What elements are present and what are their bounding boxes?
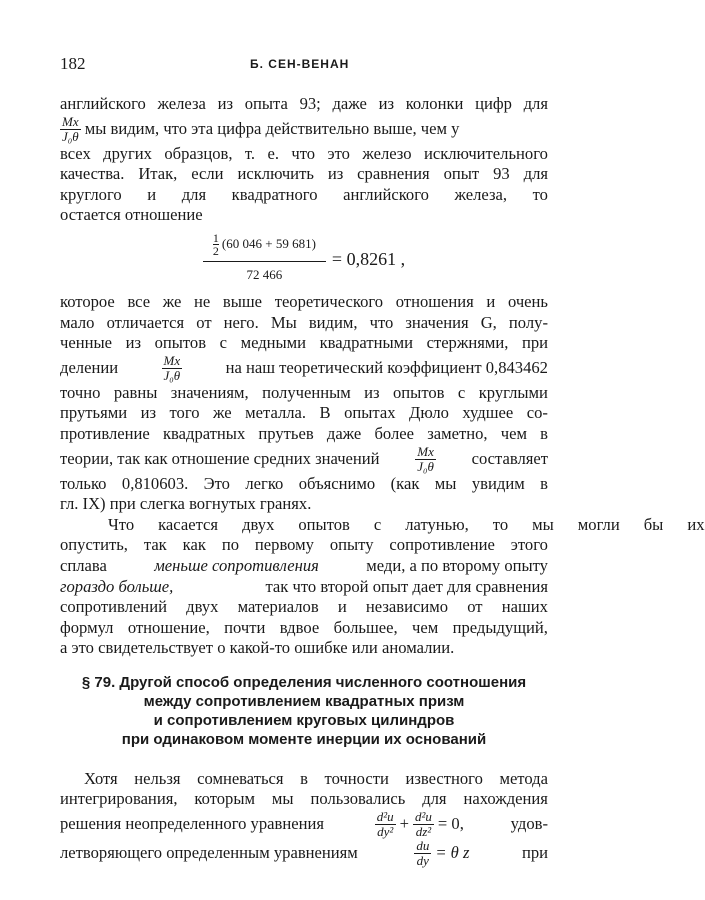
paragraph-2 — [60, 292, 548, 515]
text-line: Что касается двух опытов с латунью, то мы могли бы их — [108, 514, 705, 534]
text-line: сплава меньше сопротивления меди, а по второму опыту — [60, 555, 548, 575]
fraction-mx-j0theta: $\frac{Mx}{\text{J₀θ}}$ — [62, 113, 79, 144]
text-line: гл. IX) при слегка вогнутых гранях. — [60, 494, 312, 514]
text-line: $\frac{Mx}{\text{J₀θ}}$ мы видим, что эта цифра действительно выше, чем у — [62, 113, 460, 144]
fraction-d2u-dy2: $\frac{\text{d²u}}{\text{dy²}}$ — [376, 808, 394, 839]
paragraph-4 — [60, 769, 548, 868]
text-line: а это свидетельствует о какой-то ошибке или аномалии. — [60, 638, 455, 658]
text-line: летворяющего определенным уравнениям $\frac{du}{dy}$ = θ z при — [60, 837, 548, 868]
text-line: мало отличается от него. Мы видим, что значения G, полу- — [60, 312, 548, 332]
text-line: противление квадратных прутьев даже более заметно, чем в — [60, 423, 548, 443]
text-line: точно равны значениям, полученным из опытов с круглыми — [60, 382, 548, 402]
paragraph-3 — [60, 514, 705, 659]
text-line: только 0,810603. Это легко объяснимо (как мы увидим в — [60, 473, 548, 493]
section-heading: § 79. Другой способ определения численного соотношения между сопротивлением квадратных призм и сопротивлением круговых цилиндров при одинаковом моменте инерции их оснований — [81, 673, 527, 748]
text-line: английского железа из опыта 93; даже из колонки цифр для — [60, 94, 548, 113]
fraction-du-dy: $\frac{du}{dy}$ — [416, 837, 430, 868]
fraction-mx-j0theta: $\frac{Mx}{\text{J₀θ}}$ — [163, 352, 181, 383]
page-body — [60, 94, 705, 868]
page-number: 182 — [60, 54, 86, 73]
text-line: круглого и для квадратного английского железа, то — [60, 184, 548, 204]
text-line: опустить, так как по первому опыту сопротивление этого — [60, 535, 548, 555]
text-line: интегрирования, которым мы пользовались для нахождения — [60, 789, 548, 809]
text-line: делении $\frac{Mx}{\text{J₀θ}}$ на наш теоретический коэффициент 0,843462 — [60, 352, 548, 383]
paragraph-1 — [60, 94, 548, 226]
text-line: ченные из опытов с медными квадратными стержнями, при — [60, 333, 548, 353]
fraction-mx-j0theta: $\frac{Mx}{\text{J₀θ}}$ — [417, 443, 434, 474]
text-line: всех других образцов, т. е. что это железо исключительного — [60, 143, 548, 163]
text-line: гораздо больше, так что второй опыт дает для сравнения — [60, 576, 548, 596]
text-line: теории, так как отношение средних значений $\frac{Mx}{\text{J₀θ}}$ составляет — [60, 443, 548, 474]
text-line: Хотя нельзя сомневаться в точности известного метода — [84, 768, 548, 788]
text-line: остается отношение — [60, 205, 203, 225]
text-line: прутьями из того же металла. В опытах Дюло худшее со- — [60, 403, 548, 423]
running-title: Б. СЕН-ВЕНАН — [250, 57, 350, 71]
text-line: качества. Итак, если исключить из сравнения опыт 93 для — [60, 164, 548, 184]
fraction-d2u-dz2: $\frac{\text{d²u}}{\text{dz²}}$ — [415, 808, 432, 839]
text-line: сопротивлений двух материалов и независимо от наших — [60, 597, 548, 617]
ratio-formula: 1 2 (60 046 + 59 681) 72 466 = 0,8261 , — [60, 226, 548, 292]
text-line: формул отношение, почти вдвое большее, чем предыдущий, — [60, 617, 548, 637]
text-line: которое все же не выше теоретического отношения и очень — [60, 291, 548, 311]
text-line: решения неопределенного уравнения $\frac{\text{d²u}}{\text{dy²}}$ + $\frac{\text{d²u}}{\text{dz²}}$ = 0, удов- — [60, 808, 548, 839]
